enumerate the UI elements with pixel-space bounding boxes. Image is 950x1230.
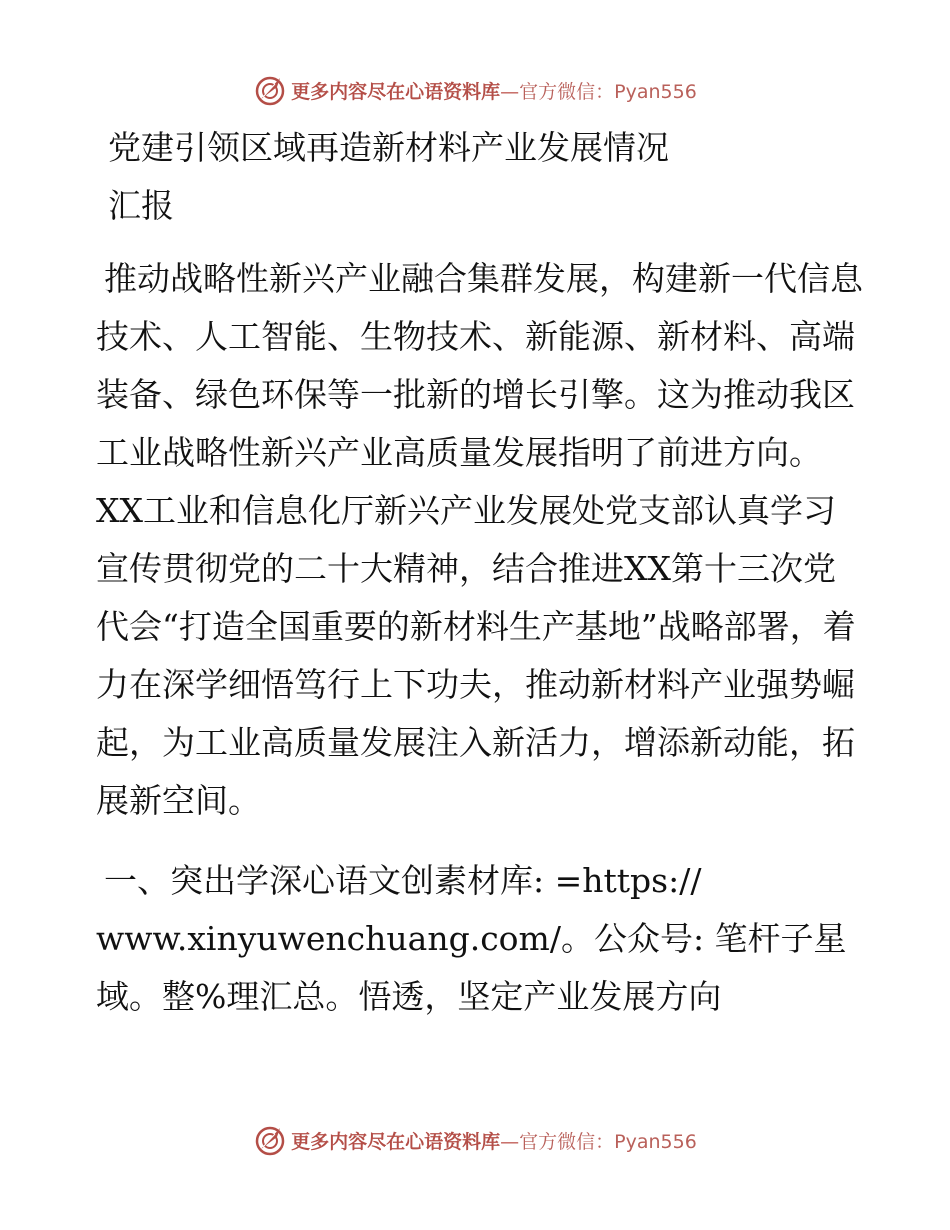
section-heading: 一、突出学深心语文创素材库: =https:// www.xinyuwenchuang.com/。公众号: 笔杆子星域。整%理汇总。悟透，坚定产业发展方向 [96, 861, 847, 1016]
document-body [96, 122, 866, 1026]
intro-paragraph: 推动战略性新兴产业融合集群发展，构建新一代信息技术、人工智能、生物技术、新能源、新材料、高端装备、绿色环保等一批新的增长引擎。这为推动我区工业战略性新兴产业高质量发展指明了前进方向。XX工业和信息化厅新兴产业发展处党支部认真学习宣传贯彻党的二十大精神，结合推进XX第十三次党代会“打造全国重要的新材料生产基地”战略部署，着力在深学细悟笃行上下功夫，推动新材料产业强势崛起，为工业高质量发展注入新活力，增添新动能，拓展新空间。 [96, 259, 863, 820]
quill-logo-icon [253, 1123, 287, 1157]
page-title: 党建引领区域再造新材料产业发展情况 [108, 128, 669, 167]
footer-banner [0, 1120, 950, 1160]
page-title-continued: 汇报 [108, 186, 174, 225]
header-banner-text: 更多内容尽在心语资料库—官方微信：Pyan556 [291, 80, 697, 103]
quill-logo-icon [253, 73, 287, 107]
header-banner [0, 70, 950, 110]
footer-banner-text: 更多内容尽在心语资料库—官方微信：Pyan556 [291, 1130, 697, 1153]
